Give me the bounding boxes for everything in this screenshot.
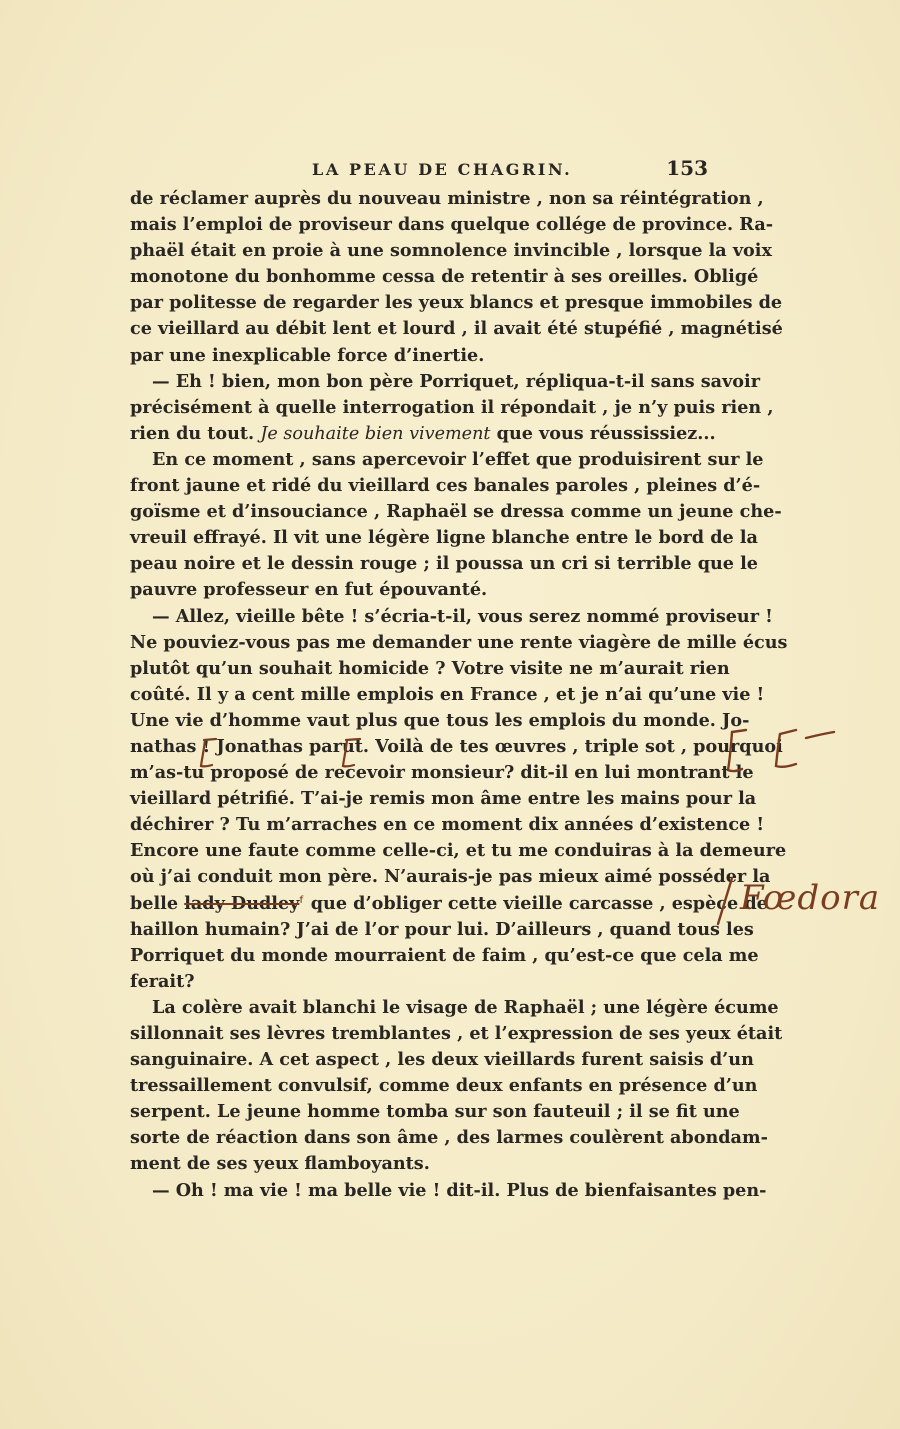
insertion-caret-icon: ᶠ	[299, 893, 305, 914]
text-span: Jonathas parut.	[216, 735, 370, 757]
margin-correction-text: Fœdora	[740, 878, 881, 918]
text-line: ment de ses yeux flamboyants.	[130, 1153, 430, 1175]
text-line-with-strike	[130, 891, 768, 917]
text-line: m’as-tu proposé de recevoir monsieur? dit-il en lui montrant le	[130, 762, 754, 784]
body-text	[130, 186, 788, 1204]
text-line: serpent. Le jeune homme tomba sur son fauteuil ; il se fit une	[130, 1101, 740, 1123]
text-line: par une inexplicable force d’inertie.	[130, 344, 485, 366]
running-title: LA PEAU DE CHAGRIN.	[312, 160, 573, 179]
paragraph-mark-icon	[338, 736, 366, 770]
text-span: belle	[130, 892, 179, 914]
text-line: mais l’emploi de proviseur dans quelque collége de province. Ra-	[130, 214, 774, 236]
text-line: précisément à quelle interrogation il répondait , je n’y puis rien ,	[130, 396, 774, 418]
text-line: où j’ai conduit mon père. N’aurais-je pas mieux aimé posséder la	[130, 866, 771, 888]
text-line: sorte de réaction dans son âme , des larmes coulèrent abondam-	[130, 1127, 768, 1149]
italic-phrase: Je souhaite bien vivement	[260, 423, 491, 444]
text-span: Voilà de tes œuvres , triple sot , pourquoi	[375, 735, 783, 757]
text-line: tressaillement convulsif, comme deux enfants en présence d’un	[130, 1075, 758, 1097]
text-line: Ne pouviez-vous pas me demander une rente viagère de mille écus	[130, 631, 788, 653]
text-line: sillonnait ses lèvres tremblantes , et l’expression de ses yeux était	[130, 1023, 783, 1044]
text-line: sanguinaire. A cet aspect , les deux vieillards furent saisis d’un	[130, 1049, 754, 1071]
text-line: vieillard pétrifié. T’ai-je remis mon âme entre les mains pour la	[130, 788, 757, 810]
text-span: que vous réussissiez...	[496, 422, 716, 444]
text-line: plutôt qu’un souhait homicide ? Votre visite ne m’aurait rien	[130, 657, 730, 679]
text-line: peau noire et le dessin rouge ; il poussa un cri si terrible que le	[130, 553, 759, 575]
margin-correction	[712, 872, 881, 932]
text-line: haillon humain? J’ai de l’or pour lui. D’ailleurs , quand tous les	[130, 918, 754, 940]
text-line: Encore une faute comme celle-ci, et tu me conduiras à la demeure	[130, 840, 787, 862]
text-line: — Eh ! bien, mon bon père Porriquet, répliqua-t-il sans savoir	[152, 370, 760, 392]
text-line: ferait?	[130, 970, 195, 992]
insertion-slash-icon	[712, 872, 742, 932]
struck-name: lady Dudley	[184, 892, 300, 914]
text-line: déchirer ? Tu m’arraches en ce moment dix années d’existence !	[130, 814, 765, 836]
text-line: Porriquet du monde mourraient de faim , qu’est-ce que cela me	[130, 944, 759, 966]
text-line: coûté. Il y a cent mille emplois en France , et je n’ai qu’une vie !	[130, 683, 765, 705]
text-line: La colère avait blanchi le visage de Raphaël ; une légère écume	[152, 996, 779, 1018]
text-span: nathas !	[130, 735, 211, 757]
margin-paragraph-marks-icon	[722, 718, 862, 778]
text-line: monotone du bonhomme cessa de retentir à ses oreilles. Obligé	[130, 266, 759, 288]
running-head	[130, 158, 708, 180]
text-line: par politesse de regarder les yeux blancs et presque immobiles de	[130, 292, 783, 314]
text-line: — Oh ! ma vie ! ma belle vie ! dit-il. Plus de bienfaisantes pen-	[152, 1179, 767, 1201]
text-line: En ce moment , sans apercevoir l’effet que produisirent sur le	[152, 448, 764, 470]
text-line: — Allez, vieille bête ! s’écria-t-il, vous serez nommé proviseur !	[152, 605, 773, 627]
text-line: Une vie d’homme vaut plus que tous les emplois du monde. Jo-	[130, 709, 750, 731]
text-line: goïsme et d’insouciance , Raphaël se dressa comme un jeune che-	[130, 501, 782, 523]
page-number: 153	[666, 156, 708, 180]
paragraph-mark-icon	[196, 736, 224, 770]
text-span: rien du tout.	[130, 422, 255, 444]
text-line: pauvre professeur en fut épouvanté.	[130, 579, 488, 601]
text-line: front jaune et ridé du vieillard ces banales paroles , pleines d’é-	[130, 475, 761, 497]
text-line: phaël était en proie à une somnolence invincible , lorsque la voix	[130, 240, 772, 262]
text-line-with-italic	[130, 421, 716, 447]
text-line: vreuil effrayé. Il vit une légère ligne blanche entre le bord de la	[130, 527, 758, 549]
text-span: que d’obliger cette vieille carcasse , espèce de	[310, 892, 768, 914]
text-line: de réclamer auprès du nouveau ministre , non sa réintégration ,	[130, 188, 764, 209]
text-line: ce vieillard au débit lent et lourd , il avait été stupéfié , magnétisé	[130, 318, 783, 340]
